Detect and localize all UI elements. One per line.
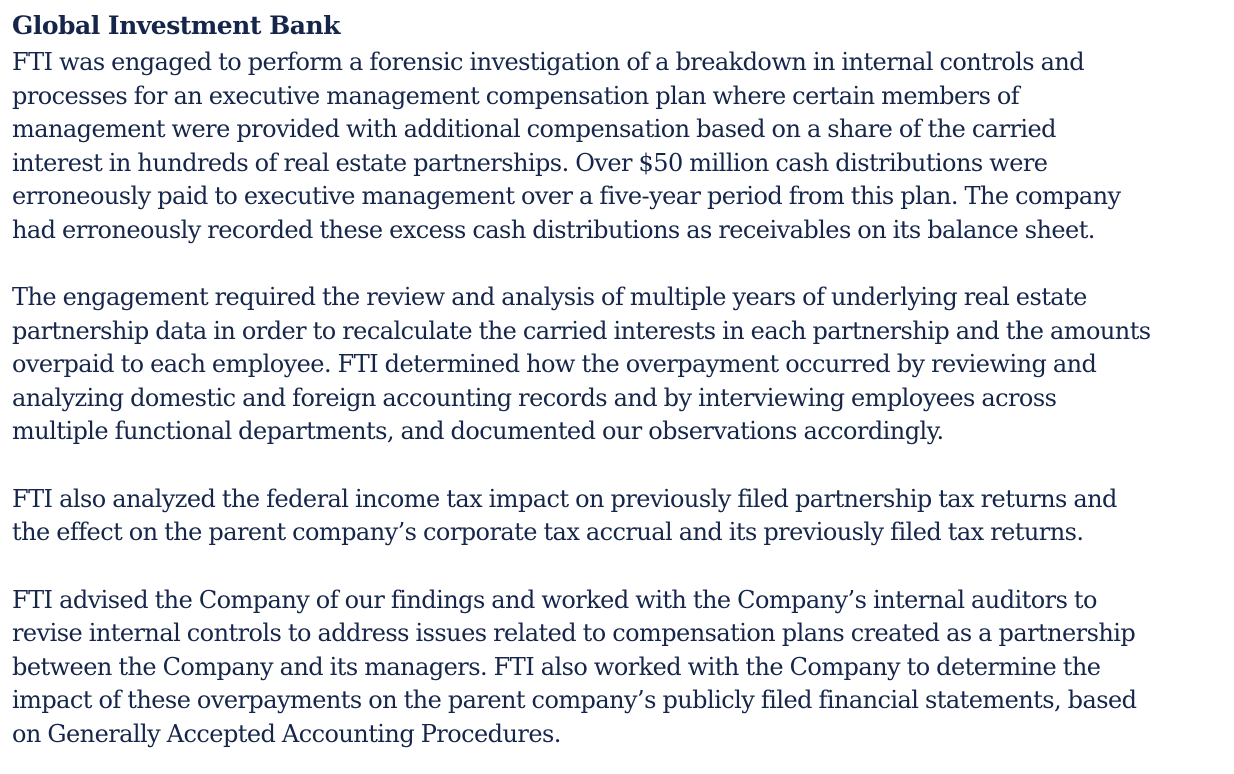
text-line: FTI advised the Company of our findings and worked with the Company’s internal auditors to [12, 585, 1097, 614]
paragraph-spacer [12, 449, 1228, 483]
text-line: impact of these overpayments on the parent company’s publicly filed financial statements, based [12, 686, 1137, 714]
text-line: FTI was engaged to perform a forensic investigation of a breakdown in internal controls and [12, 48, 1085, 76]
document [12, 6, 1228, 751]
paragraph-tax-analysis [12, 483, 1228, 550]
text-line: overpaid to each employee. FTI determined how the overpayment occurred by reviewing and [12, 350, 1097, 378]
text-line: multiple functional departments, and documented our observations accordingly. [12, 417, 944, 445]
paragraph-spacer [12, 550, 1228, 584]
paragraph-engagement-scope [12, 281, 1228, 449]
text-line: erroneously paid to executive management over a five-year period from this plan. The company [12, 182, 1121, 210]
text-line: between the Company and its managers. FTI also worked with the Company to determine the [12, 652, 1101, 681]
text-line: the effect on the parent company’s corporate tax accrual and its previously filed tax returns. [12, 518, 1084, 546]
text-line: The engagement required the review and analysis of multiple years of underlying real estate [12, 283, 1087, 311]
text-line: processes for an executive management compensation plan where certain members of [12, 81, 1020, 110]
text-line: revise internal controls to address issues related to compensation plans created as a partnership [12, 619, 1136, 647]
text-line: analyzing domestic and foreign accounting records and by interviewing employees across [12, 383, 1057, 412]
text-line: partnership data in order to recalculate the carried interests in each partnership and the amounts [12, 316, 1151, 345]
paragraph-spacer [12, 247, 1228, 281]
paragraph-findings [12, 584, 1228, 752]
text-line: management were provided with additional compensation based on a share of the carried [12, 115, 1056, 143]
text-line: on Generally Accepted Accounting Procedures. [12, 719, 561, 748]
document-title: Global Investment Bank [12, 11, 340, 40]
text-line: had erroneously recorded these excess cash distributions as receivables on its balance sheet. [12, 215, 1095, 244]
text-line: interest in hundreds of real estate partnerships. Over $50 million cash distributions were [12, 148, 1048, 177]
text-line: FTI also analyzed the federal income tax impact on previously filed partnership tax returns and [12, 484, 1117, 513]
paragraph-engagement-overview [12, 46, 1228, 247]
